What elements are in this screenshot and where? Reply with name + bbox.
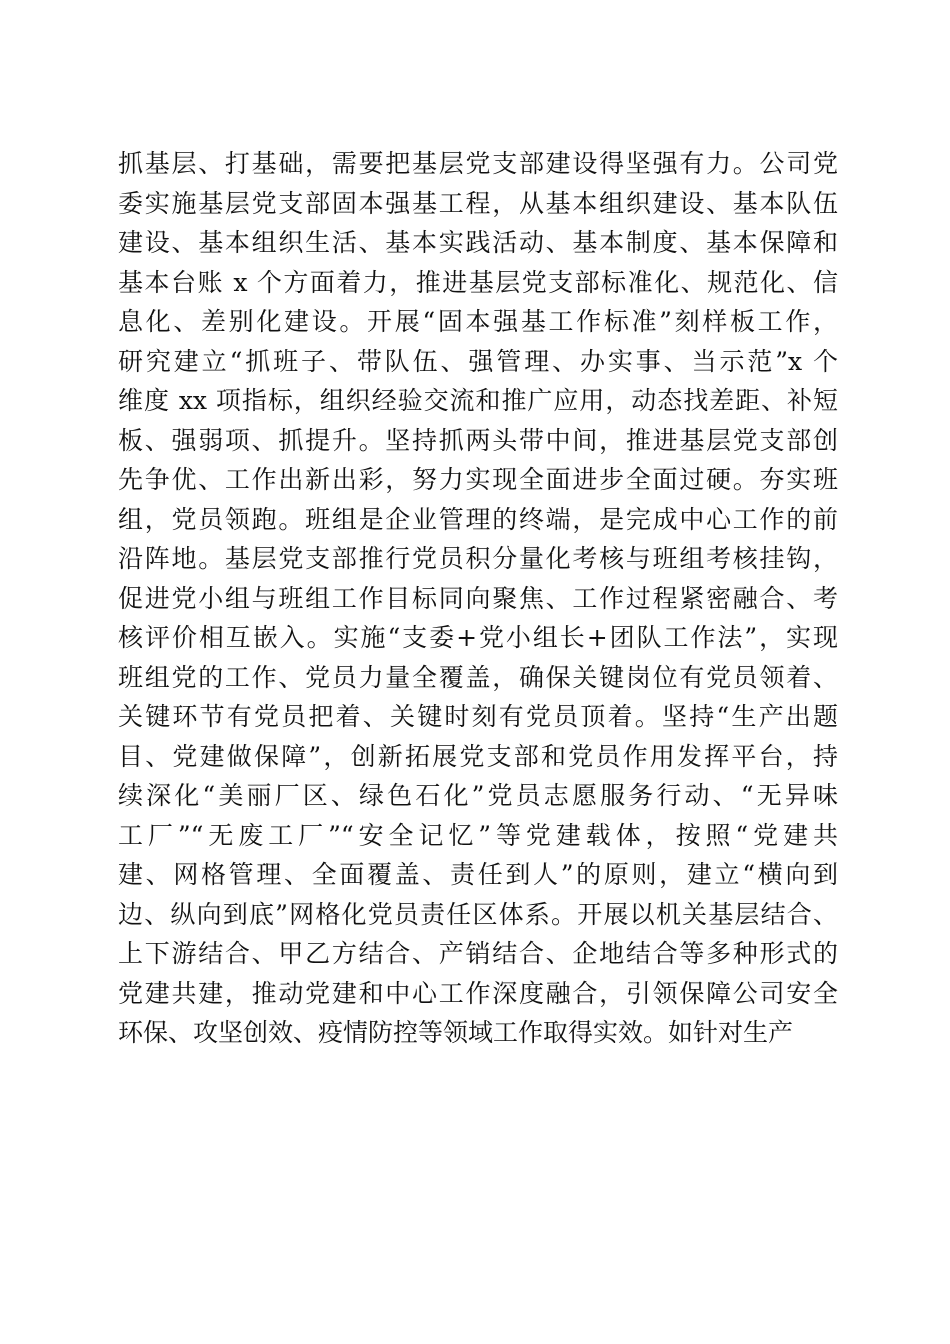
text-line: 关键环节有党员把着、关键时刻有党员顶着。坚持“生产出题 [118, 702, 838, 731]
text-line: 基本台账 x 个方面着力，推进基层党支部标准化、规范化、信 [118, 267, 838, 297]
text-line: 边、纵向到底”网格化党员责任区体系。开展以机关基层结合、 [118, 899, 838, 929]
text-line: 目、党建做保障”，创新拓展党支部和党员作用发挥平台，持 [118, 741, 838, 771]
text-line: 工厂”“无废工厂”“安全记忆”等党建载体，按照“党建共 [118, 820, 838, 850]
text-line: 党建共建，推动党建和中心工作深度融合，引领保障公司安全 [118, 978, 838, 1008]
text-line: 抓基层、打基础，需要把基层党支部建设得坚强有力。公司党 [118, 149, 838, 178]
text-line: 上下游结合、甲乙方结合、产销结合、企地结合等多种形式的 [118, 939, 838, 968]
text-line: 建、网格管理、全面覆盖、责任到人”的原则，建立“横向到 [118, 860, 838, 889]
text-line: 息化、差别化建设。开展“固本强基工作标准”刻样板工作， [118, 307, 838, 336]
text-line: 环保、攻坚创效、疫情防控等领域工作取得实效。如针对生产 [118, 1018, 794, 1047]
body-paragraph [118, 144, 838, 1053]
text-line: 续深化“美丽厂区、绿色石化”党员志愿服务行动、“无异味 [118, 781, 838, 810]
text-line: 组，党员领跑。班组是企业管理的终端，是完成中心工作的前 [118, 504, 838, 534]
text-line: 板、强弱项、抓提升。坚持抓两头带中间，推进基层党支部创 [118, 425, 838, 455]
text-line: 促进党小组与班组工作目标同向聚焦、工作过程紧密融合、考 [118, 583, 838, 613]
text-line: 维度 xx 项指标，组织经验交流和推广应用，动态找差距、补短 [118, 386, 838, 415]
text-line: 核评价相互嵌入。实施“支委+党小组长+团队工作法”，实现 [118, 623, 838, 652]
text-line: 沿阵地。基层党支部推行党员积分量化考核与班组考核挂钩， [118, 544, 838, 573]
text-line: 班组党的工作、党员力量全覆盖，确保关键岗位有党员领着、 [118, 662, 838, 692]
text-line: 研究建立“抓班子、带队伍、强管理、办实事、当示范”x 个 [118, 346, 838, 376]
text-line: 先争优、工作出新出彩，努力实现全面进步全面过硬。夯实班 [118, 465, 838, 494]
text-line: 建设、基本组织生活、基本实践活动、基本制度、基本保障和 [118, 228, 838, 257]
text-line: 委实施基层党支部固本强基工程，从基本组织建设、基本队伍 [118, 188, 838, 218]
